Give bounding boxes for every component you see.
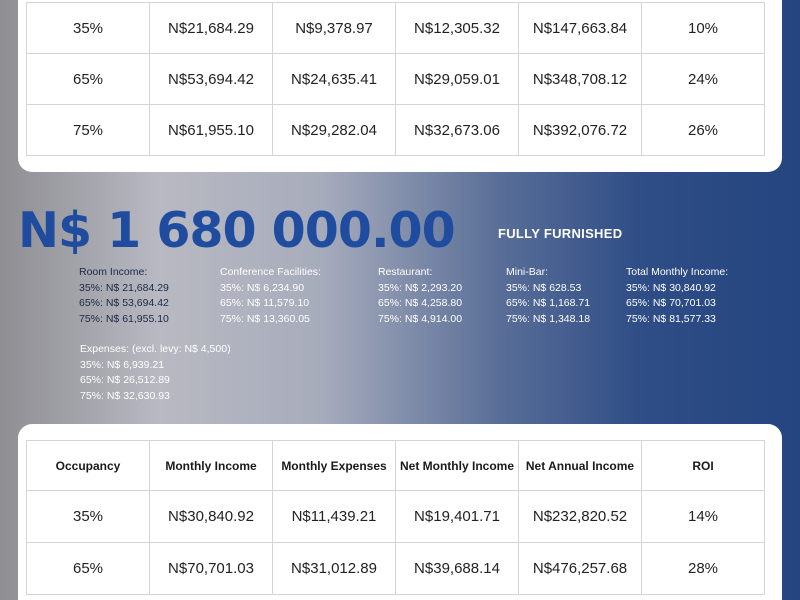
table-row (27, 3, 765, 54)
block-line: 35%: N$ 628.53 (506, 281, 582, 294)
mini-bar-block (506, 265, 590, 328)
net-monthly-income-cell: N$39,688.14 (396, 543, 519, 595)
monthly-income-cell: N$61,955.10 (150, 105, 273, 156)
block-line: 65%: N$ 53,694.42 (79, 297, 169, 310)
block-line: 65%: N$ 11,579.10 (220, 297, 310, 310)
block-line: 35%: N$ 30,840.92 (626, 281, 716, 294)
occupancy-cell: 65% (27, 54, 150, 105)
monthly-expenses-cell: N$24,635.41 (273, 54, 396, 105)
table-row (27, 54, 765, 105)
table-row (27, 491, 765, 543)
block-title: Total Monthly Income: (626, 266, 729, 278)
roi-cell: 10% (642, 3, 765, 54)
block-title: Expenses: (excl. levy: N$ 4,500) (80, 343, 231, 355)
header-net-annual-income: Net Annual Income (519, 441, 642, 491)
monthly-income-cell: N$53,694.42 (150, 54, 273, 105)
block-title: Conference Facilities: (220, 266, 321, 278)
top-roi-card (18, 0, 782, 172)
total-monthly-income-block (626, 265, 728, 328)
net-monthly-income-cell: N$12,305.32 (396, 3, 519, 54)
monthly-expenses-cell: N$11,439.21 (273, 491, 396, 543)
net-annual-income-cell: N$147,663.84 (519, 3, 642, 54)
block-line: 75%: N$ 4,914.00 (378, 313, 463, 326)
monthly-expenses-cell: N$9,378.97 (273, 3, 396, 54)
occupancy-cell: 65% (27, 543, 150, 595)
monthly-income-cell: N$30,840.92 (150, 491, 273, 543)
conference-facilities-block (220, 265, 321, 328)
monthly-expenses-cell: N$31,012.89 (273, 543, 396, 595)
roi-cell: 26% (642, 105, 765, 156)
block-line: 75%: N$ 61,955.10 (79, 313, 169, 326)
block-line: 65%: N$ 4,258.80 (378, 297, 463, 310)
roi-cell: 24% (642, 54, 765, 105)
net-monthly-income-cell: N$32,673.06 (396, 105, 519, 156)
occupancy-cell: 75% (27, 105, 150, 156)
block-title: Mini-Bar: (506, 266, 549, 278)
block-line: 65%: N$ 26,512.89 (80, 374, 170, 387)
net-annual-income-cell: N$232,820.52 (519, 491, 642, 543)
block-line: 35%: N$ 6,939.21 (80, 358, 165, 371)
net-annual-income-cell: N$476,257.68 (519, 543, 642, 595)
header-net-monthly-income: Net Monthly Income (396, 441, 519, 491)
roi-cell: 14% (642, 491, 765, 543)
expenses-block (80, 342, 231, 405)
net-annual-income-cell: N$348,708.12 (519, 54, 642, 105)
header-monthly-income: Monthly Income (150, 441, 273, 491)
roi-cell: 28% (642, 543, 765, 595)
block-line: 35%: N$ 21,684.29 (79, 281, 169, 294)
room-income-block (79, 265, 169, 328)
occupancy-cell: 35% (27, 491, 150, 543)
header-monthly-expenses: Monthly Expenses (273, 441, 396, 491)
monthly-expenses-cell: N$29,282.04 (273, 105, 396, 156)
block-title: Room Income: (79, 266, 148, 278)
net-monthly-income-cell: N$29,059.01 (396, 54, 519, 105)
monthly-income-cell: N$70,701.03 (150, 543, 273, 595)
block-line: 75%: N$ 32,630.93 (80, 390, 170, 403)
block-line: 35%: N$ 6,234.90 (220, 281, 305, 294)
table-row (27, 105, 765, 156)
table-header-row (27, 441, 765, 491)
block-line: 35%: N$ 2,293.20 (378, 281, 463, 294)
property-price: N$ 1 680 000.00 (18, 202, 455, 259)
total-roi-card (18, 424, 782, 600)
furnished-label: FULLY FURNISHED (498, 226, 623, 241)
block-line: 65%: N$ 1,168.71 (506, 297, 591, 310)
block-line: 65%: N$ 70,701.03 (626, 297, 716, 310)
block-title: Restaurant: (378, 266, 433, 278)
net-monthly-income-cell: N$19,401.71 (396, 491, 519, 543)
net-annual-income-cell: N$392,076.72 (519, 105, 642, 156)
table-row (27, 543, 765, 595)
total-income-roi-table (26, 440, 765, 595)
header-occupancy: Occupancy (27, 441, 150, 491)
block-line: 75%: N$ 1,348.18 (506, 313, 591, 326)
restaurant-block (378, 265, 462, 328)
block-line: 75%: N$ 81,577.33 (626, 313, 716, 326)
monthly-income-cell: N$21,684.29 (150, 3, 273, 54)
occupancy-cell: 35% (27, 3, 150, 54)
header-roi: ROI (642, 441, 765, 491)
block-line: 75%: N$ 13,360.05 (220, 313, 310, 326)
room-income-roi-table (26, 2, 765, 156)
